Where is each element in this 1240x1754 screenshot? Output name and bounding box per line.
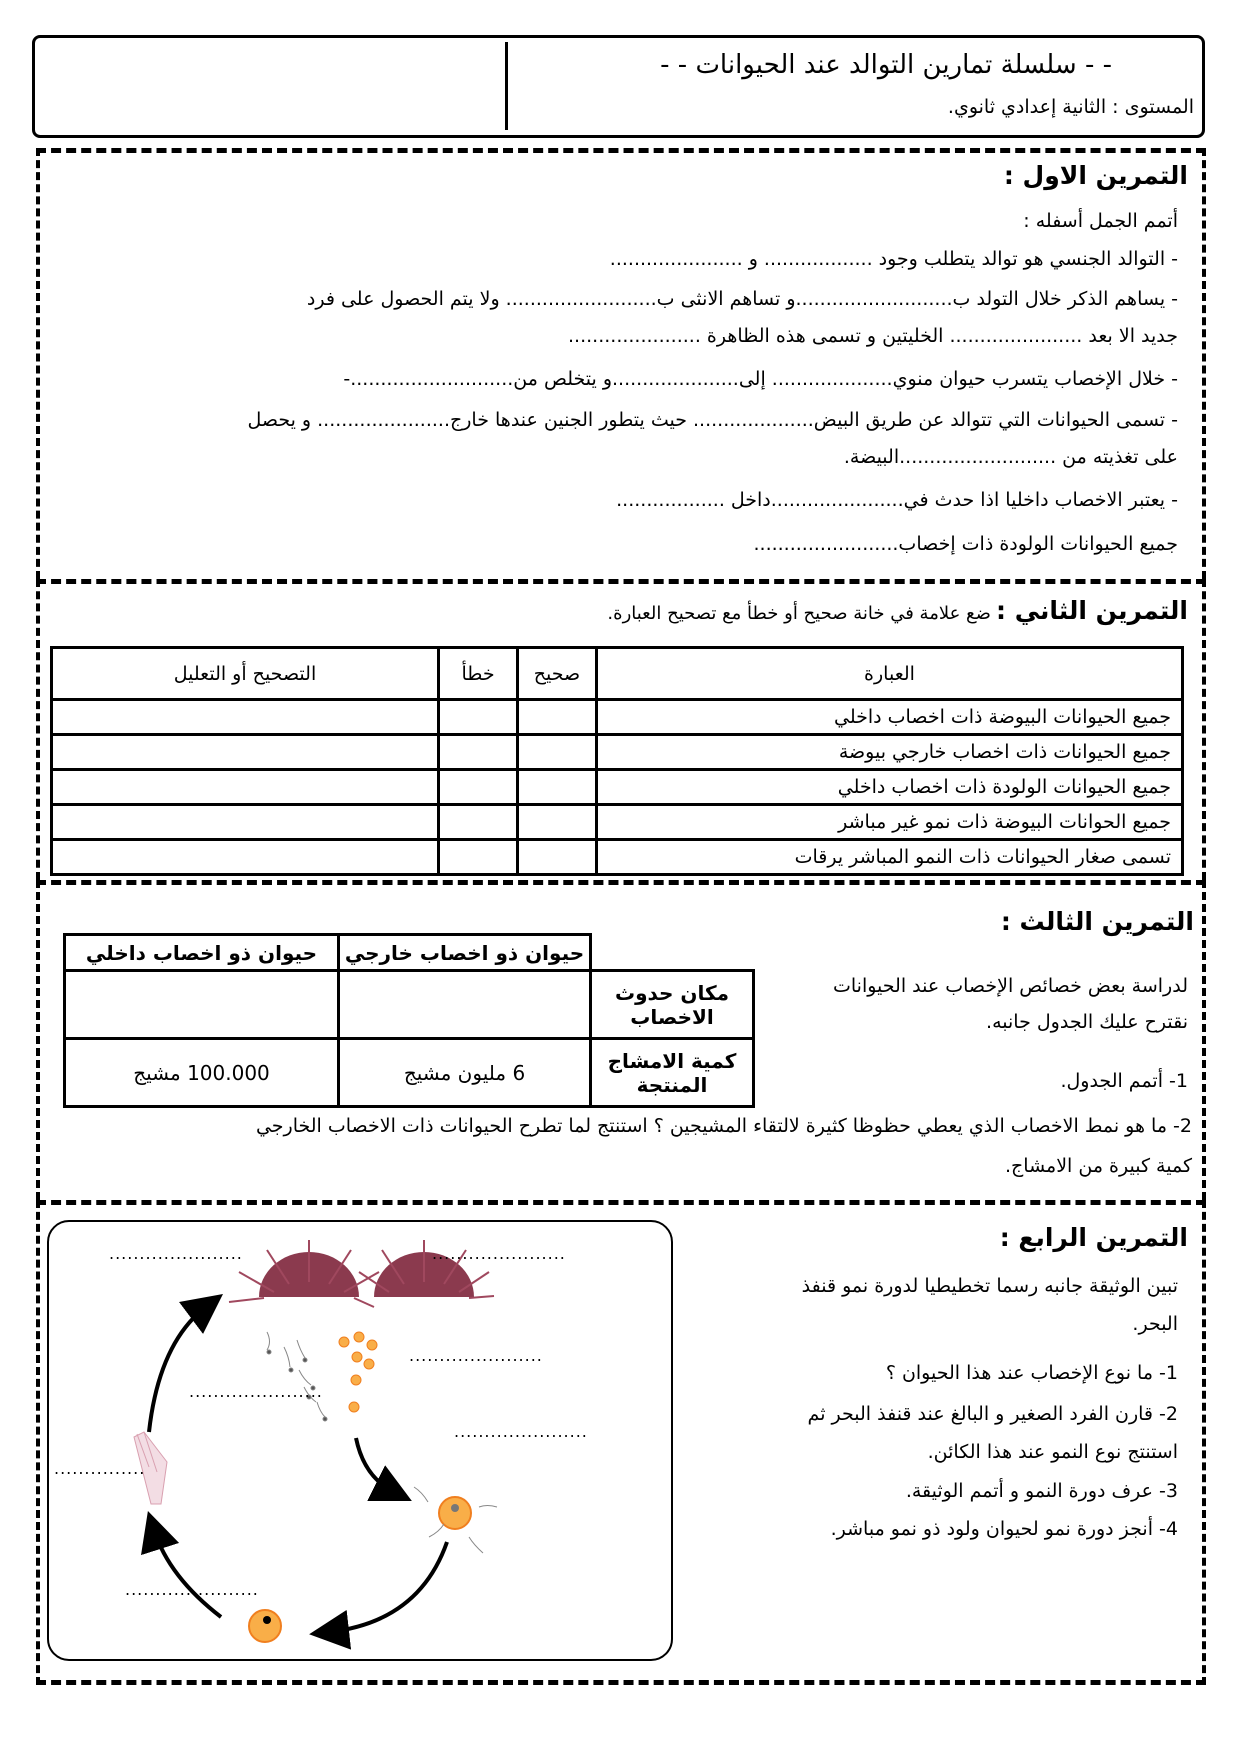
header-divider — [505, 42, 508, 130]
fill-line[interactable]: - خلال الإخصاب يتسرب حيوان منوي.................... إلى.....................و يتخلص من...........................- — [343, 368, 1178, 390]
blank-label-larva[interactable]: ............... — [54, 1459, 146, 1478]
header-correction: التصحيح أو التعليل — [52, 648, 439, 700]
question-1: 1- ما نوع الإخصاب عند هذا الحيوان ؟ — [885, 1362, 1178, 1384]
false-cell[interactable] — [439, 700, 518, 735]
header-statement: العبارة — [597, 648, 1183, 700]
question-2-cont: استنتج نوع النمو عند هذا الكائن. — [927, 1441, 1178, 1463]
exercise-3 — [36, 880, 1206, 1200]
fill-line[interactable]: جميع الحيوانات الولودة ذات إخصاب........................ — [753, 533, 1178, 555]
empty-corner — [591, 935, 754, 971]
header-internal: حيوان ذو اخصاب داخلي — [65, 935, 339, 971]
exercise-2-header — [607, 596, 1188, 625]
false-cell[interactable] — [439, 805, 518, 840]
row-place: مكان حدوث الاخصاب — [591, 971, 754, 1039]
true-false-table — [50, 646, 1184, 876]
exercise-2-title: التمرين الثاني : — [996, 596, 1188, 625]
arrow-icon — [329, 1542, 447, 1632]
question-2-cont: كمية كبيرة من الامشاج. — [1005, 1155, 1192, 1177]
exercise-4-title: التمرين الرابع : — [999, 1223, 1188, 1252]
true-cell[interactable] — [518, 700, 597, 735]
true-cell[interactable] — [518, 840, 597, 875]
exercise-1 — [36, 148, 1206, 579]
statement: جميع الحوانات البيوضة ذات نمو غير مباشر — [597, 805, 1183, 840]
worksheet-title: - - سلسلة تمارين التوالد عند الحيوانات - - — [660, 50, 1112, 80]
table-row — [52, 700, 1183, 735]
blank-label-gametes-male[interactable]: ...................... — [189, 1382, 323, 1401]
header-external: حيوان ذو اخصاب خارجي — [339, 935, 591, 971]
exercise-3-intro: نقترح عليك الجدول جانبه. — [986, 1011, 1188, 1033]
sea-urchin-male-icon — [229, 1240, 379, 1307]
header-box — [32, 35, 1205, 138]
arrow-icon — [154, 1530, 221, 1617]
false-cell[interactable] — [439, 770, 518, 805]
question-2: 2- قارن الفرد الصغير و البالغ عند قنفذ البحر ثم — [807, 1403, 1178, 1425]
correction-cell[interactable] — [52, 805, 439, 840]
fill-line[interactable]: - يعتبر الاخصاب داخليا اذا حدث في......................داخل .................. — [616, 489, 1178, 511]
table-row — [52, 805, 1183, 840]
fill-line[interactable]: - تسمى الحيوانات التي تتوالد عن طريق البيض.................... حيث يتطور الجنين عندها خارج...................... و يحصل — [247, 409, 1178, 431]
blank-label-fertilization[interactable]: ...................... — [454, 1422, 588, 1441]
fertilization-table — [63, 933, 755, 1108]
true-cell[interactable] — [518, 805, 597, 840]
exercise-3-title: التمرين الثالث : — [1000, 907, 1194, 936]
header-true: صحيح — [518, 648, 597, 700]
exercise-2 — [36, 579, 1206, 880]
statement: جميع الحيوانات البيوضة ذات اخصاب داخلي — [597, 700, 1183, 735]
row-quantity: كمية الامشاج المنتجة — [591, 1039, 754, 1107]
statement: جميع الحيوانات الولودة ذات اخصاب داخلي — [597, 770, 1183, 805]
exercise-4-intro: البحر. — [1132, 1313, 1178, 1335]
zygote-icon — [249, 1610, 281, 1642]
statement: تسمى صغار الحيوانات ذات النمو المباشر يرقات — [597, 840, 1183, 875]
fill-line[interactable]: - يساهم الذكر خلال التولد ب..........................و تساهم الانثى ب......................... ولا يتم الحصول على فرد — [306, 288, 1178, 310]
table-row — [52, 770, 1183, 805]
fill-line[interactable]: - التوالد الجنسي هو توالد يتطلب وجود .................. و ...................... — [609, 248, 1178, 270]
correction-cell[interactable] — [52, 840, 439, 875]
exercise-2-instruction: ضع علامة في خانة صحيح أو خطأ مع تصحيح العبارة. — [607, 603, 991, 624]
blank-label-zygote[interactable]: ...................... — [125, 1580, 259, 1599]
table-row — [52, 735, 1183, 770]
table-row — [52, 840, 1183, 875]
place-external-cell[interactable] — [339, 971, 591, 1039]
arrow-icon — [356, 1438, 394, 1492]
correction-cell[interactable] — [52, 700, 439, 735]
sperm-icons — [267, 1332, 327, 1421]
correction-cell[interactable] — [52, 770, 439, 805]
arrow-icon — [149, 1306, 207, 1432]
true-cell[interactable] — [518, 735, 597, 770]
egg-icons — [339, 1332, 377, 1412]
exercise-3-intro: لدراسة بعض خصائص الإخصاب عند الحيوانات — [832, 975, 1188, 997]
header-false: خطأ — [439, 648, 518, 700]
blank-label-male[interactable]: ...................... — [109, 1244, 243, 1263]
false-cell[interactable] — [439, 735, 518, 770]
fill-line[interactable]: جديد الا بعد ...................... الخليتين و تسمى هذه الظاهرة ...................... — [568, 325, 1178, 347]
fertilization-egg-icon — [414, 1487, 497, 1553]
exercise-1-instruction: أتمم الجمل أسفله : — [1023, 210, 1178, 232]
qty-internal: 100.000 مشيج — [65, 1039, 339, 1107]
qty-external: 6 مليون مشيج — [339, 1039, 591, 1107]
sea-urchin-life-cycle-diagram — [47, 1220, 673, 1661]
false-cell[interactable] — [439, 840, 518, 875]
level-label: المستوى : الثانية إعدادي ثانوي. — [947, 96, 1194, 118]
place-internal-cell[interactable] — [65, 971, 339, 1039]
fill-line[interactable]: على تغذيته من ..........................البيضة. — [843, 446, 1178, 468]
question-1: 1- أتمم الجدول. — [1060, 1070, 1188, 1092]
exercise-1-title: التمرين الاول : — [1003, 161, 1188, 190]
question-4: 4- أنجز دورة نمو لحيوان ولود ذو نمو مباشر. — [830, 1518, 1178, 1540]
statement: جميع الحيوانات ذات اخصاب خارجي بيوضة — [597, 735, 1183, 770]
blank-label-gametes-female[interactable]: ...................... — [409, 1346, 543, 1365]
blank-label-female[interactable]: ...................... — [432, 1244, 566, 1263]
correction-cell[interactable] — [52, 735, 439, 770]
question-3: 3- عرف دورة النمو و أتمم الوثيقة. — [905, 1480, 1178, 1502]
true-cell[interactable] — [518, 770, 597, 805]
question-2: 2- ما هو نمط الاخصاب الذي يعطي حظوظا كثيرة لالتقاء المشيجين ؟ استنتج لما تطرح الحيوانات ذات الاخصاب الخارجي — [255, 1115, 1192, 1137]
exercise-4-intro: تبين الوثيقة جانبه رسما تخطيطيا لدورة نمو قنفذ — [801, 1275, 1178, 1297]
